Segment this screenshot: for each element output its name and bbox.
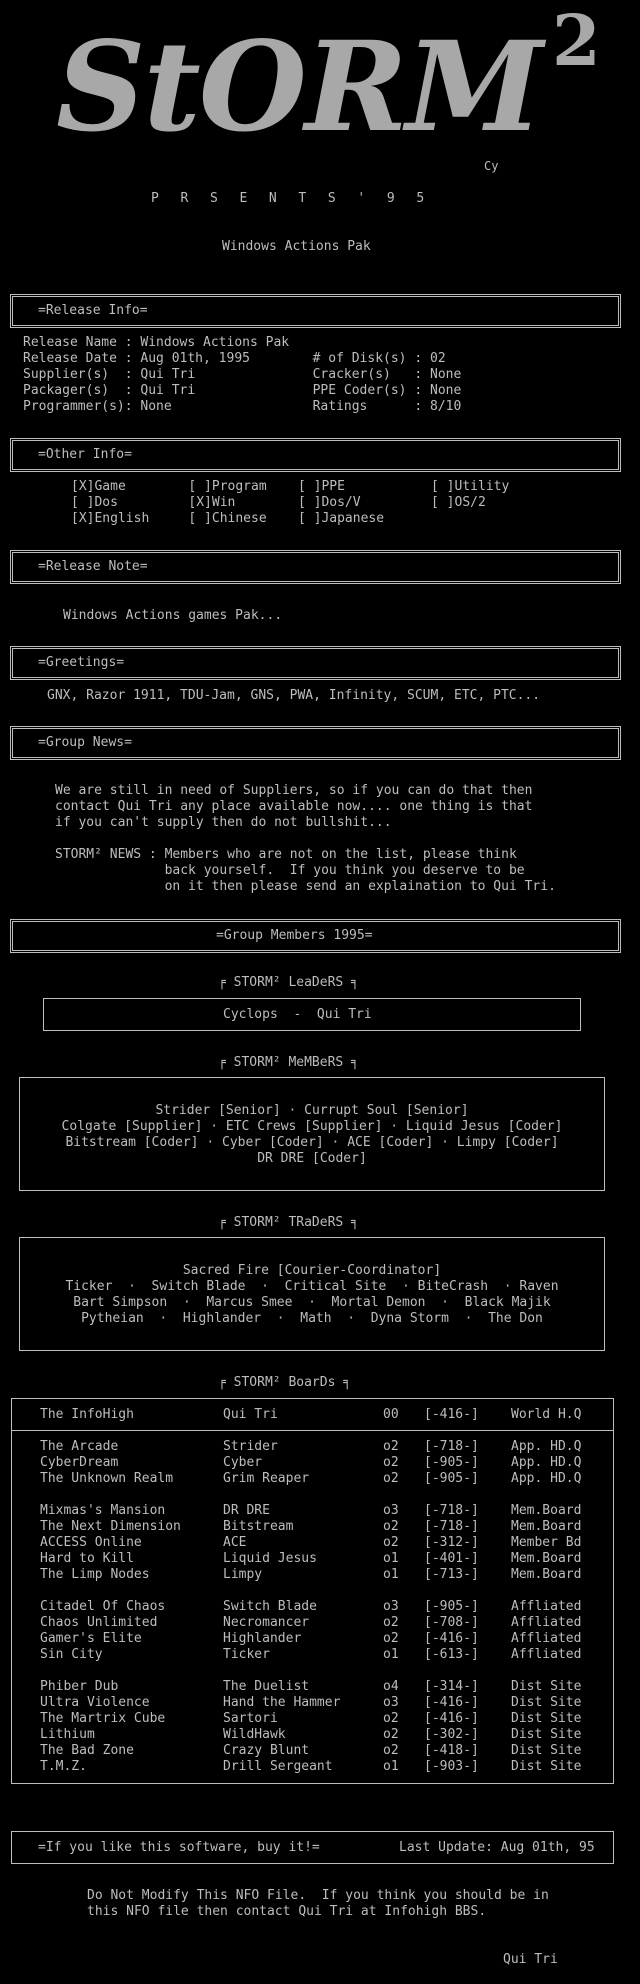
board-nodes: o1 [383, 1759, 399, 1774]
board-status: World H.Q [511, 1407, 582, 1422]
board-area: [-718-] [424, 1519, 479, 1534]
board-name: T.M.Z. [40, 1759, 87, 1774]
board-area: [-416-] [424, 1695, 479, 1710]
buy-notice: =If you like this software, buy it!= [38, 1840, 320, 1855]
board-area: [-418-] [424, 1743, 479, 1758]
group-news-header: =Group News= [38, 735, 132, 750]
release-note-text: Windows Actions games Pak... [63, 608, 283, 623]
board-status: Dist Site [511, 1743, 582, 1758]
group-news-line-6: back yourself. If you think you deserve to be [55, 863, 525, 878]
release-info-header: =Release Info= [38, 303, 148, 318]
board-sysop: ACE [223, 1535, 247, 1550]
notice-line-1: Do Not Modify This NFO File. If you think you should be in [87, 1888, 549, 1903]
traders-line-3: Bart Simpson · Marcus Smee · Mortal Demon · Black Majik [73, 1295, 551, 1310]
board-sysop: Highlander [223, 1631, 302, 1646]
release-info-line-5: Programmer(s): None Ratings : 8/10 [23, 399, 462, 414]
board-area: [-905-] [424, 1455, 479, 1470]
board-nodes: o2 [383, 1519, 399, 1534]
board-name: ACCESS Online [40, 1535, 142, 1550]
traders-line-4: Pytheian · Highlander · Math · Dyna Storm · The Don [81, 1311, 543, 1326]
board-name: Citadel Of Chaos [40, 1599, 166, 1614]
board-area: [-708-] [424, 1615, 479, 1630]
board-sysop: Bitstream [223, 1519, 294, 1534]
board-name: Lithium [40, 1727, 95, 1742]
board-name: CyberDream [40, 1455, 119, 1470]
group-news-line-5: STORM² NEWS : Members who are not on the list, please think [55, 847, 517, 862]
board-nodes: o2 [383, 1711, 399, 1726]
board-sysop: Necromancer [223, 1615, 310, 1630]
release-info-line-2: Release Date : Aug 01th, 1995 # of Disk(s) : 02 [23, 351, 446, 366]
logo-superscript: 2 [552, 0, 601, 82]
board-area: [-718-] [424, 1503, 479, 1518]
board-sysop: Switch Blade [223, 1599, 317, 1614]
board-nodes: o3 [383, 1599, 399, 1614]
board-name: Gamer's Elite [40, 1631, 142, 1646]
board-sysop: The Duelist [223, 1679, 310, 1694]
last-update: Last Update: Aug 01th, 95 [399, 1840, 595, 1855]
board-status: Affliated [511, 1615, 582, 1630]
board-area: [-312-] [424, 1535, 479, 1550]
release-info-line-1: Release Name : Windows Actions Pak [23, 335, 290, 350]
board-nodes: o1 [383, 1551, 399, 1566]
board-name: Sin City [40, 1647, 103, 1662]
board-area: [-905-] [424, 1599, 479, 1614]
board-status: Dist Site [511, 1711, 582, 1726]
board-area: [-416-] [424, 1631, 479, 1646]
board-name: The Limp Nodes [40, 1567, 150, 1582]
board-name: The Bad Zone [40, 1743, 134, 1758]
board-status: Mem.Board [511, 1567, 582, 1582]
greetings-text: GNX, Razor 1911, TDU-Jam, GNS, PWA, Infinity, SCUM, ETC, PTC... [47, 688, 541, 703]
board-nodes: o2 [383, 1535, 399, 1550]
notice-line-2: this NFO file then contact Qui Tri at Infohigh BBS. [87, 1904, 487, 1919]
other-info-line-1: [X]Game [ ]Program [ ]PPE [ ]Utility [71, 479, 510, 494]
release-info-line-3: Supplier(s) : Qui Tri Cracker(s) : None [23, 367, 462, 382]
group-news-line-7: on it then please send an explaination to Qui Tri. [55, 879, 556, 894]
board-nodes: o3 [383, 1503, 399, 1518]
other-info-header: =Other Info= [38, 447, 132, 462]
board-name: The Unknown Realm [40, 1471, 174, 1486]
board-nodes: o2 [383, 1727, 399, 1742]
board-status: Affliated [511, 1631, 582, 1646]
board-sysop: Hand the Hammer [223, 1695, 341, 1710]
board-sysop: Ticker [223, 1647, 270, 1662]
board-nodes: o3 [383, 1695, 399, 1710]
board-name: Mixmas's Mansion [40, 1503, 166, 1518]
board-nodes: o2 [383, 1631, 399, 1646]
traders-line-2: Ticker · Switch Blade · Critical Site · BiteCrash · Raven [65, 1279, 559, 1294]
board-sysop: Limpy [223, 1567, 263, 1582]
board-sysop: Strider [223, 1439, 278, 1454]
board-status: App. HD.Q [511, 1455, 582, 1470]
board-sysop: Qui Tri [223, 1407, 278, 1422]
boards-title: ╒ STORM² BoarDs ╕ [218, 1375, 352, 1390]
board-status: Affliated [511, 1599, 582, 1614]
board-name: The Arcade [40, 1439, 119, 1454]
members-line-1: Strider [Senior] · Currupt Soul [Senior] [155, 1103, 469, 1118]
board-status: Mem.Board [511, 1551, 582, 1566]
board-sysop: Grim Reaper [223, 1471, 310, 1486]
board-name: The Martrix Cube [40, 1711, 166, 1726]
board-area: [-416-] [424, 1407, 479, 1422]
board-status: Dist Site [511, 1695, 582, 1710]
board-nodes: o1 [383, 1567, 399, 1582]
release-info-line-4: Packager(s) : Qui Tri PPE Coder(s) : None [23, 383, 462, 398]
board-nodes: o2 [383, 1743, 399, 1758]
group-news-line-3: if you can't supply then do not bullshit... [55, 815, 392, 830]
board-name: Hard to Kill [40, 1551, 134, 1566]
board-status: App. HD.Q [511, 1439, 582, 1454]
board-nodes: o2 [383, 1455, 399, 1470]
board-area: [-903-] [424, 1759, 479, 1774]
other-info-line-3: [X]English [ ]Chinese [ ]Japanese [71, 511, 385, 526]
release-note-header: =Release Note= [38, 559, 148, 574]
board-name: The InfoHigh [40, 1407, 134, 1422]
signature: Qui Tri [503, 1952, 558, 1967]
board-name: Chaos Unlimited [40, 1615, 158, 1630]
greetings-header: =Greetings= [38, 655, 125, 670]
board-status: Member Bd [511, 1535, 582, 1550]
traders-title: ╒ STORM² TRaDeRS ╕ [218, 1215, 359, 1230]
board-status: Dist Site [511, 1679, 582, 1694]
board-area: [-713-] [424, 1567, 479, 1582]
members-title: ╒ STORM² MeMBeRS ╕ [218, 1055, 359, 1070]
board-status: Dist Site [511, 1727, 582, 1742]
board-area: [-401-] [424, 1551, 479, 1566]
board-area: [-314-] [424, 1679, 479, 1694]
leaders-title: ╒ STORM² LeaDeRS ╕ [218, 975, 359, 990]
board-nodes: o2 [383, 1471, 399, 1486]
board-area: [-905-] [424, 1471, 479, 1486]
board-status: App. HD.Q [511, 1471, 582, 1486]
other-info-line-2: [ ]Dos [X]Win [ ]Dos/V [ ]OS/2 [71, 495, 486, 510]
traders-line-1: Sacred Fire [Courier-Coordinator] [182, 1263, 442, 1278]
board-nodes: o4 [383, 1679, 399, 1694]
board-area: [-302-] [424, 1727, 479, 1742]
board-nodes: o1 [383, 1647, 399, 1662]
leaders-text: Cyclops - Qui Tri [223, 1007, 372, 1022]
logo-text: StORM [56, 15, 542, 160]
members-line-4: DR DRE [Coder] [257, 1151, 367, 1166]
board-area: [-416-] [424, 1711, 479, 1726]
board-status: Dist Site [511, 1759, 582, 1774]
board-name: Phiber Dub [40, 1679, 119, 1694]
board-name: The Next Dimension [40, 1519, 181, 1534]
board-area: [-613-] [424, 1647, 479, 1662]
group-news-line-1: We are still in need of Suppliers, so if you can do that then [55, 783, 533, 798]
members-line-2: Colgate [Supplier] · ETC Crews [Supplier] · Liquid Jesus [Coder] [61, 1119, 563, 1134]
board-sysop: WildHawk [223, 1727, 286, 1742]
board-status: Mem.Board [511, 1519, 582, 1534]
group-members-header: =Group Members 1995= [216, 928, 373, 943]
board-nodes: o2 [383, 1615, 399, 1630]
board-sysop: Crazy Blunt [223, 1743, 310, 1758]
subtitle: Windows Actions Pak [222, 239, 371, 254]
board-nodes: o2 [383, 1439, 399, 1454]
board-sysop: Cyber [223, 1455, 263, 1470]
board-sysop: Liquid Jesus [223, 1551, 317, 1566]
board-sysop: Sartori [223, 1711, 278, 1726]
group-news-line-2: contact Qui Tri any place available now.... one thing is that [55, 799, 533, 814]
board-status: Mem.Board [511, 1503, 582, 1518]
board-sysop: Drill Sergeant [223, 1759, 333, 1774]
board-name: Ultra Violence [40, 1695, 150, 1710]
board-area: [-718-] [424, 1439, 479, 1454]
members-line-3: Bitstream [Coder] · Cyber [Coder] · ACE [Coder] · Limpy [Coder] [65, 1135, 559, 1150]
board-status: Affliated [511, 1647, 582, 1662]
board-sysop: DR DRE [223, 1503, 270, 1518]
logo-tag: Cy [484, 159, 499, 173]
board-nodes: 00 [383, 1407, 399, 1422]
presents-line: P R S E N T S ' 9 5 [151, 191, 427, 206]
